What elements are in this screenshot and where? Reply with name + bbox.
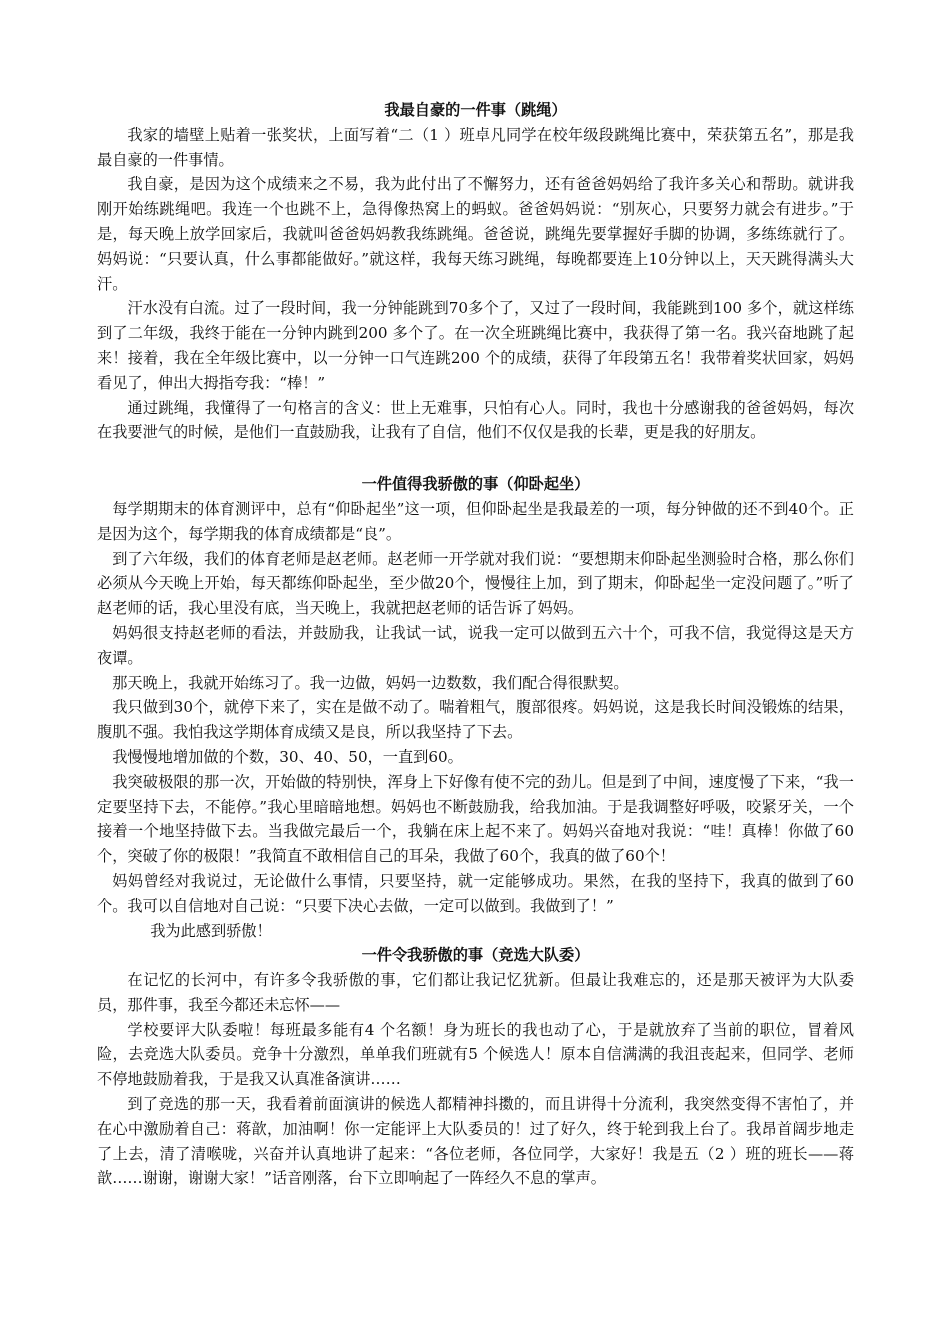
paragraph: 妈妈曾经对我说过，无论做什么事情，只要坚持，就一定能够成功。果然，在我的坚持下，我真的做到了60个。我可以自信地对自己说：“只要下决心去做，一定可以做到。我做到了！” xyxy=(97,871,854,915)
paragraph: 我家的墙壁上贴着一张奖状，上面写着“二（1 ）班卓凡同学在校年级段跳绳比赛中，荣获第五名”，那是我最自豪的一件事情。 xyxy=(97,125,854,169)
paragraph: 在记忆的长河中，有许多令我骄傲的事，它们都让我记忆犹新。但最让我难忘的，还是那天被评为大队委员，那件事，我至今都还未忘怀—— xyxy=(97,971,854,1014)
paragraph: 我自豪，是因为这个成绩来之不易，我为此付出了不懈努力，还有爸爸妈妈给了我许多关心和帮助。就讲我刚开始练跳绳吧。我连一个也跳不上，急得像热窝上的蚂蚁。爸爸妈妈说：“别灰心，只要努力就会有进步。”于是，每天晚上放学回家后，我就叫爸爸妈妈教我练跳绳。爸爸说，跳绳先要掌握好手脚的协调，多练练就行了。妈妈说：“只要认真，什么事都能做好。”就这样，我每天练习跳绳，每晚都要连上10分钟以上，天天跳得满头大汗。 xyxy=(97,175,854,293)
essay-title: 一件值得我骄傲的事（仰卧起坐） xyxy=(361,475,590,494)
spacer xyxy=(97,445,854,472)
paragraph: 每学期期末的体育测评中，总有“仰卧起坐”这一项，但仰卧起坐是我最差的一项，每分钟做的还不到40个。正是因为这个，每学期我的体育成绩都是“良”。 xyxy=(97,499,854,543)
paragraph: 通过跳绳，我懂得了一句格言的含义：世上无难事，只怕有心人。同时，我也十分感谢我的爸爸妈妈，每次在我要泄气的时候，是他们一直鼓励我，让我有了自信，他们不仅仅是我的长辈，更是我的好朋友。 xyxy=(97,398,854,442)
paragraph: 到了六年级，我们的体育老师是赵老师。赵老师一开学就对我们说：“要想期末仰卧起坐测验时合格，那么你们必须从今天晚上开始，每天都练仰卧起坐，至少做20个，慢慢往上加，到了期末，仰卧起坐一定没问题了。”听了赵老师的话，我心里没有底，当天晚上，我就把赵老师的话告诉了妈妈。 xyxy=(97,549,854,618)
paragraph: 我为此感到骄傲！ xyxy=(150,921,272,940)
essay-title: 我最自豪的一件事（跳绳） xyxy=(384,101,567,119)
paragraph: 到了竞选的那一天，我看着前面演讲的候选人都精神抖擞的，而且讲得十分流利，我突然变得不害怕了，并在心中激励着自己：蒋歆，加油啊！你一定能评上大队委员的！过了好久，终于轮到我上台了。我昂首阔步地走了上去，清了清喉咙，兴奋并认真地讲了起来：“各位老师，各位同学，大家好！我是五（2 ）班的班长——蒋歆……谢谢，谢谢大家！”话音刚落，台下立即响起了一阵经久不息的掌声。 xyxy=(97,1095,854,1188)
paragraph: 那天晚上，我就开始练习了。我一边做，妈妈一边数数，我们配合得很默契。 xyxy=(112,673,629,692)
paragraph: 我只做到30个，就停下来了，实在是做不动了。喘着粗气，腹部很疼。妈妈说，这是我长时间没锻炼的结果，腹肌不强。我怕我这学期体育成绩又是良，所以我坚持了下去。 xyxy=(97,698,854,742)
paragraph: 我慢慢地增加做的个数，30、40、50，一直到60。 xyxy=(112,747,463,766)
essay-title: 一件令我骄傲的事（竞选大队委） xyxy=(361,946,590,965)
paragraph: 我突破极限的那一次，开始做的特别快，浑身上下好像有使不完的劲儿。但是到了中间，速度慢了下来，“我一定要坚持下去，不能停。”我心里暗暗地想。妈妈也不断鼓励我，给我加油。于是我调整好呼吸，咬紧牙关，一个接着一个地坚持做下去。当我做完最后一个，我躺在床上起不来了。妈妈兴奋地对我说：“哇！真棒！你做了60个，突破了你的极限！”我简直不敢相信自己的耳朵，我做了60个，我真的做了60个！ xyxy=(97,772,854,866)
paragraph: 妈妈很支持赵老师的看法，并鼓励我，让我试一试，说我一定可以做到五六十个，可我不信，我觉得这是天方夜谭。 xyxy=(97,623,854,667)
paragraph: 汗水没有白流。过了一段时间，我一分钟能跳到70多个了，又过了一段时间，我能跳到100 多个，就这样练到了二年级，我终于能在一分钟内跳到200 多个了。在一次全班跳绳比赛中，我获得了第一名。我兴奋地跳了起来！接着，我在全年级比赛中，以一分钟一口气连跳200 个的成绩，获得了年段第五名！我带着奖状回家，妈妈看见了，伸出大拇指夸我：“棒！” xyxy=(97,299,854,392)
paragraph: 学校要评大队委啦！每班最多能有4 个名额！身为班长的我也动了心，于是就放弃了当前的职位，冒着风险，去竞选大队委员。竞争十分激烈，单单我们班就有5 个候选人！原本自信满满的我沮丧起来，但同学、老师不停地鼓励着我，于是我又认真准备演讲…… xyxy=(97,1020,854,1089)
